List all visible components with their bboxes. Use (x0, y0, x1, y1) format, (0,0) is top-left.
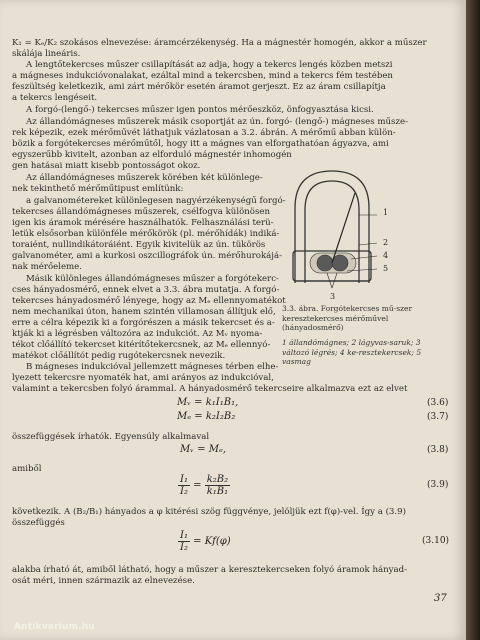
text-line: összefüggések írhatók. Egyensúly alkalmaval (12, 432, 210, 442)
figure-label: 5 (383, 264, 389, 273)
text-line: valamint a tekercsben folyó árammal. A hányadosmérő tekercseire alkalmazva ezt az elvet (12, 384, 408, 394)
text-line: K₁ = Kₑ/K₂ szokásos elnevezése: áramcérzékenység. Ha a mágnestér homogén, akkor a műszer (12, 38, 427, 48)
text-line: osát méri, innen származik az elnevezése. (12, 576, 195, 586)
text-line: tekercses állandómágneses műszerek, csélfogva különösen (12, 207, 270, 217)
text-line: matékot clőállítót pedig rugótekercsnek nevezik. (12, 351, 226, 361)
equation-3-8: Mᵥ = Mₑ, (180, 444, 226, 455)
page-edge (466, 0, 480, 640)
equation-3-10: $\frac{\text{I₁}}{\text{I₂}}$ = Kf(φ) (180, 530, 231, 553)
equation-number: (3.8) (427, 445, 449, 455)
text-line: skálája lineáris. (12, 49, 81, 59)
text-line: Az állandómágneses műszerek másik csoportját az ún. forgó- (lengő-) mágneses műsze- (26, 117, 408, 127)
text-line: Az állandómágneses műszerek körében két különlege- (26, 173, 263, 183)
equation-3-6: Mᵥ = k₁I₁B₁, (177, 397, 239, 408)
text-line: bözik a forgótekercses mérőműtől, hogy itt a mágnes van elforgathatóan ágyazva, ami (12, 139, 389, 149)
text-line: Másik különleges állandómágneses műszer a forgótekerc- (26, 274, 279, 284)
equation-number: (3.10) (422, 536, 450, 546)
figure-label: 3 (330, 292, 336, 301)
text-line: ktják ki a légrésben változóra az indukciót. Az Mᵥ nyoma- (12, 329, 263, 339)
text-line: cses hányadosmérő, ennek elvet a 3.3. ábra mutatja. A forgó- (12, 285, 280, 295)
text-line: a mágneses indukcióvonalakat, ezáltal mind a tekercsben, mind a tekercs fém testében (12, 71, 393, 81)
text-line: tekercses hányadosmérő lényege, hogy az Mₑ ellennyomatékot (12, 296, 286, 306)
text-line: galvanométer, ami a kurkosi oszcillográfok ún. mérőhurokájá- (12, 251, 282, 261)
equation-number: (3.6) (427, 398, 449, 408)
text-line: toraiént, nullindikátoráiént. Egyik kivitelük az ún. tükörös (12, 240, 266, 250)
text-line: lyezett tekercsre nyomaték hat, ami arányos az indukcióval, (12, 373, 274, 383)
ratio-meter-figure (277, 163, 395, 298)
figure-label: 4 (383, 251, 389, 260)
text-line: következik. A (B₂/B₁) hányados a φ kitérési szög függvénye, jelöljük ezt f(φ)-vel. Így a (3.9) (12, 507, 406, 517)
text-line: a tekercs lengéseit. (12, 93, 98, 103)
text-line: egyszerűbb kivitelt, azonban az elforduló mágnestér inhomogén (12, 150, 292, 160)
equation-number: (3.9) (427, 480, 449, 490)
text-line: nek tekinthető mérőműtipust említünk: (12, 184, 184, 194)
equation-number: (3.7) (427, 412, 449, 422)
text-line: erre a célra képezik ki a forgórészen a másik tekercset és a- (12, 318, 275, 328)
page-number: 37 (434, 593, 447, 604)
figure-label: 1 (383, 208, 389, 217)
equation-3-9: $\frac{\text{I₁}}{\text{I₂}}$ = $\frac{\text{k₂B₂}}{\text{k₁B₁}}$ (180, 474, 229, 497)
text-line: A forgó-(lengő-) tekercses műszer igen pontos mérőeszköz, önfogyasztása kicsi. (26, 105, 374, 115)
text-line: feszültség keletkezik, ami zárt mérőkör esetén áramot gerjeszt. Ez az áram csillapítja (12, 82, 386, 92)
text-line: nak mérőeleme. (12, 262, 83, 272)
text-line: B mágneses indukcióval jellemzett mágneses térben elhe- (26, 362, 279, 372)
text-line: tékot clőállító tekercset kitérítőtekercsnek, az Mₑ ellennyó- (12, 340, 271, 350)
text-line: összefüggés (12, 518, 65, 528)
figure-label: 2 (383, 238, 389, 247)
text-line: alakba írható át, amiből látható, hogy a műszer a keresztekercseken folyó áramok hányad- (12, 565, 408, 575)
text-line: a galvanométereket különlegesen nagyérzékenységű forgó- (26, 196, 286, 206)
figure-legend: 1 állandómágnes; 2 lágyvas-saruk; 3 változó légrés; 4 ke-resztekercsek; 5 vasmag (282, 338, 422, 366)
watermark: Antikvarium.hu (14, 622, 96, 632)
figure-caption: 3.3. ábra. Forgótekercses mű-szer keresztekercses mérőművel (hányadosmérő) (282, 304, 413, 332)
text-line: rek képezik, ezek mérőművét láthatjuk vázlatosan a 3.2. ábrán. A mérőmű abban külön- (12, 128, 396, 138)
text-line: A lengtőtekercses műszer csillapítását az adja, hogy a tekercs lengés közben metszi (26, 60, 393, 70)
text-line: amiből (12, 464, 42, 474)
equation-3-7: Mₑ = k₂I₂B₂ (177, 411, 236, 422)
text-line: nem mechanikai úton, hanem szintén villamosan állítjuk elő, (12, 307, 276, 317)
text-line: gen hatásai miatt kisebb pontosságot okoz. (12, 161, 201, 171)
text-line: letük elsősorban különféle mérőkörök (pl. mérőhídák) indiká- (12, 229, 280, 239)
text-line: igen kis áramok mérésére használhatók. Felhasználási terü- (12, 218, 274, 228)
